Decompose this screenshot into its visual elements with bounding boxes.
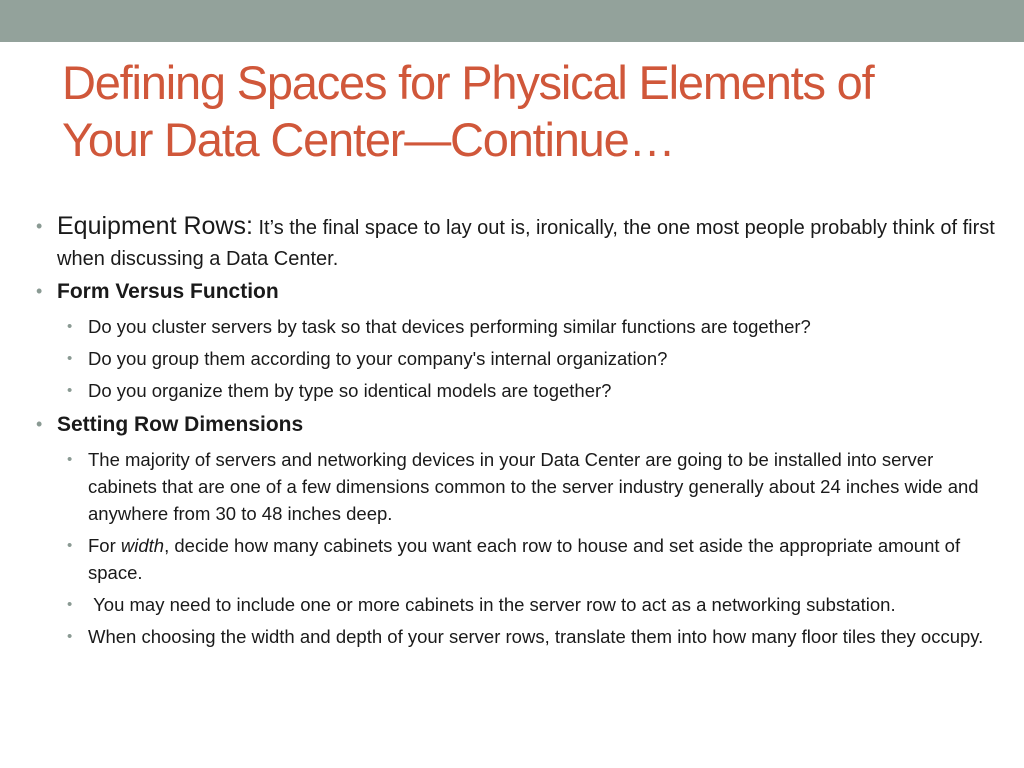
equipment-rows-term: Equipment Rows:	[57, 212, 253, 240]
sub-bullet-text: When choosing the width and depth of your server rows, translate them into how many floor tiles they occupy.	[88, 626, 984, 647]
sub-bullet-item	[36, 591, 996, 618]
form-versus-function-sublist	[36, 313, 996, 404]
sub-bullet-text: Do you organize them by type so identical models are together?	[88, 380, 612, 401]
bullet-dot-icon: •	[36, 414, 43, 434]
sub-bullet-text-prefix: For	[88, 535, 121, 556]
sub-bullet-item	[36, 446, 996, 527]
slide-title	[62, 54, 982, 168]
sub-bullet-dot-icon: •	[67, 382, 73, 399]
sub-bullet-item	[36, 345, 996, 372]
sub-bullet-text: Do you cluster servers by task so that devices performing similar functions are together?	[88, 316, 811, 337]
sub-bullet-dot-icon: •	[67, 350, 73, 367]
bullet-dot-icon: •	[36, 281, 43, 301]
top-band	[0, 0, 1024, 42]
bullet-dot-icon: •	[36, 216, 43, 236]
sub-bullet-item	[36, 313, 996, 340]
equipment-rows-text: It’s the final space to lay out is, ironically, the one most people probably think of first when discussing a Data Center.	[57, 217, 995, 270]
sub-bullet-dot-icon: •	[67, 318, 73, 335]
sub-bullet-dot-icon: •	[67, 537, 73, 554]
sub-bullet-text: The majority of servers and networking devices in your Data Center are going to be installed into server cabinets that are one of a few dimensions common to the server industry generally about 24 inches wide and anywhere from 30 to 48 inches deep.	[88, 449, 979, 524]
sub-bullet-emphasis: width	[120, 535, 165, 556]
bullet-list	[36, 211, 996, 650]
sub-bullet-item	[36, 532, 996, 586]
bullet-setting-row-dimensions	[36, 410, 996, 650]
sub-bullet-dot-icon: •	[67, 596, 73, 613]
bullet-form-versus-function	[36, 277, 996, 404]
bullet-equipment-rows	[36, 211, 996, 275]
sub-bullet-dot-icon: •	[67, 628, 73, 645]
form-versus-function-heading: Form Versus Function	[57, 280, 279, 303]
title-line-2: Your Data Center—Continue…	[62, 113, 675, 166]
sub-bullet-text: Do you group them according to your company's internal organization?	[88, 348, 668, 369]
slide-body	[36, 211, 996, 656]
sub-bullet-item	[36, 623, 996, 650]
sub-bullet-dot-icon: •	[67, 451, 73, 468]
sub-bullet-text: You may need to include one or more cabinets in the server row to act as a networking substation.	[88, 594, 896, 615]
sub-bullet-item	[36, 377, 996, 404]
sub-bullet-text-suffix: , decide how many cabinets you want each row to house and set aside the appropriate amount of space.	[88, 535, 961, 583]
setting-row-dimensions-sublist	[36, 446, 996, 650]
title-line-1: Defining Spaces for Physical Elements of	[62, 56, 874, 109]
setting-row-dimensions-heading: Setting Row Dimensions	[57, 413, 304, 436]
